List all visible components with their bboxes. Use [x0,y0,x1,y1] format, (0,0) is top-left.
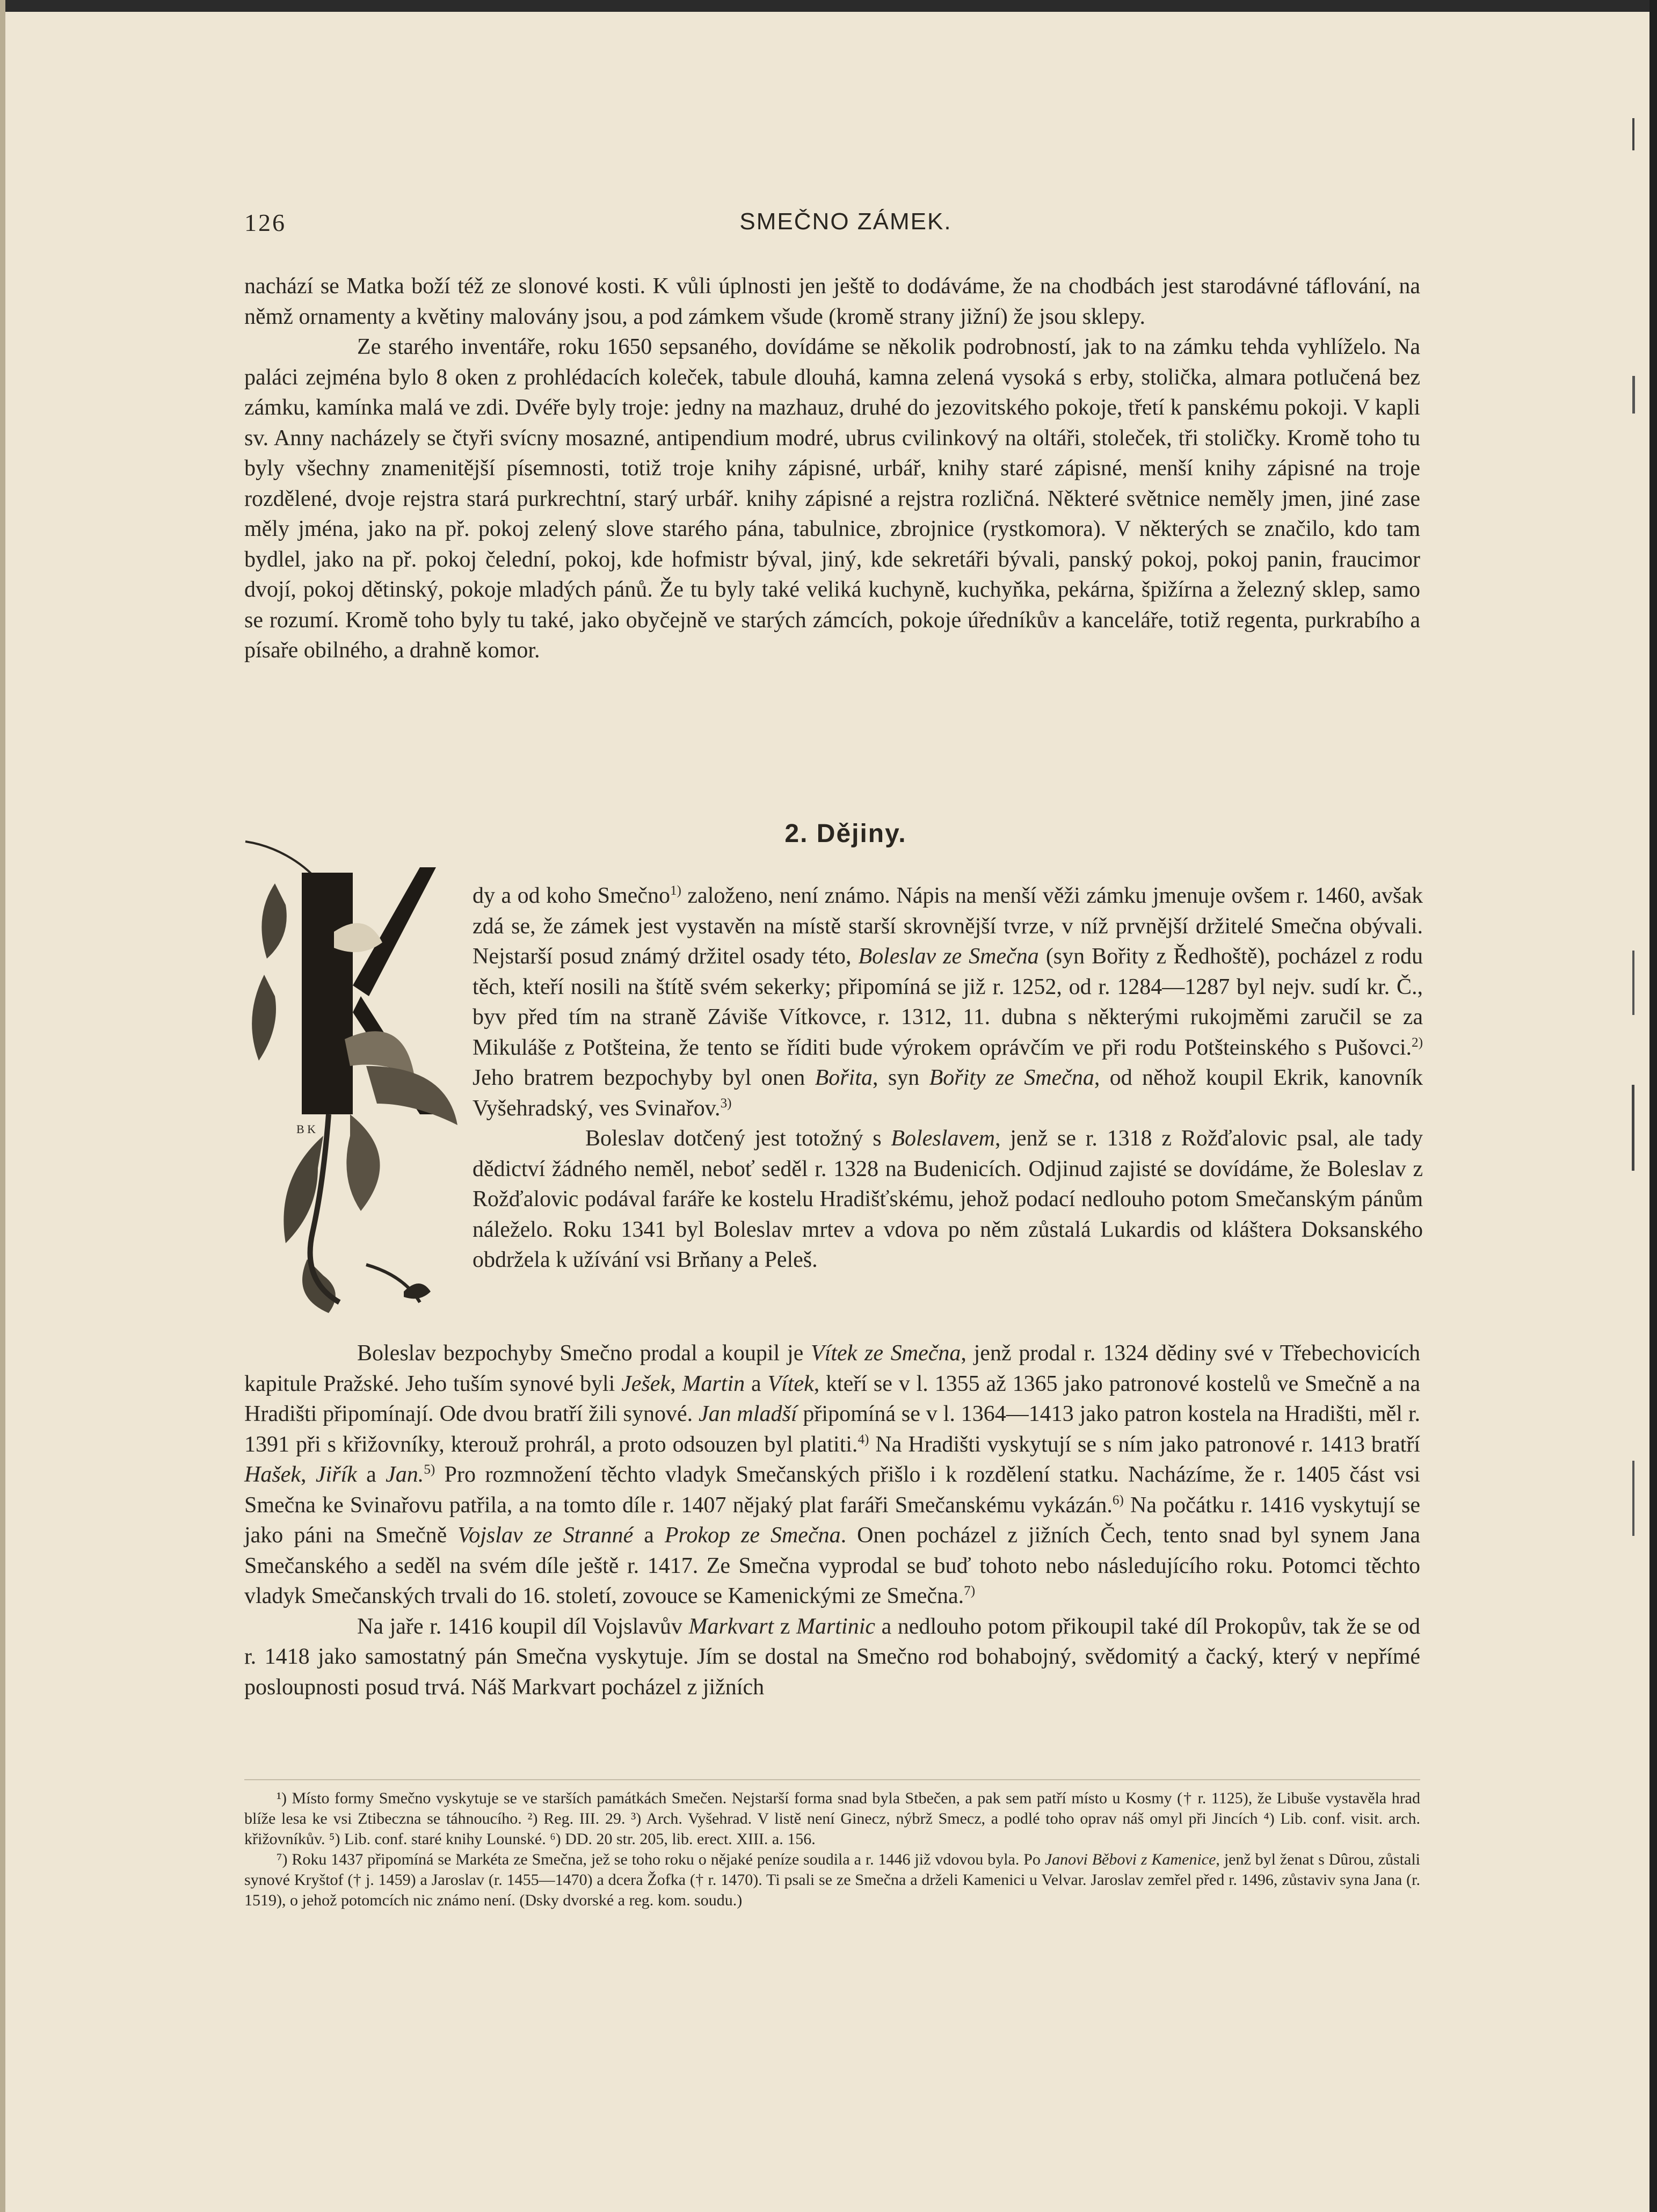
footnote-1-6: ¹) Místo formy Smečno vyskytuje se ve starších památkách Smečen. Nejstarší forma snad byla Stbečen, a pak sem patří místo u Kosmy († r. 1125), že Libuše vystavěla hrad blíže lesa ke vsi Ztibeczna se táhnoucího. ²) Reg. III. 29. ³) Arch. Vyšehrad. V listě není Ginecz, nýbrž Smecz, a podlé toho oprav náš omyl při Jincích ⁴) Lib. conf. visit. arch. křižovníkův. ⁵) Lib. conf. staré knihy Lounské. ⁶) DD. 20 str. 205, lib. erect. XIII. a. 156. [244,1789,1420,1848]
footnote-7: ⁷) Roku 1437 připomíná se Markéta ze Smečna, jež se toho roku o nějaké peníze soudila a r. 1446 již vdovou byla. Po Janovi Běbovi z Kamenice, jenž byl ženat s Dûrou, zůstali synové Kryštof († j. 1459) a Jaroslav (r. 1455—1470) a dcera Žofka († r. 1470). Ti psali se ze Smečna a drželi Kamenici u Velvar. Jaroslav zemřel před r. 1496, zůstaviv syna Jana (r. 1519), o jehož potomcích nic známo není. (Dsky dvorské a reg. kom. soudu.) [244,1851,1421,1909]
page-header [244,208,1447,241]
intro-paragraph-2: Ze starého inventáře, roku 1650 sepsaného, dovídáme se několik podrobností, jak to na zámku tehda vyhlíželo. Na paláci zejména bylo 8 oken z prohlédacích koleček, tabule dlouhá, kamna zelená vysoká s erby, stolička, almara potlučená bez zámku, kamínka malá ve zdi. Dvéře byly troje: jedny na mazhauz, druhé do jezovitského pokoje, třetí k panskému pokoji. V kapli sv. Anny nacházely se čtyři svícny mosazné, antipendium modré, ubrus cvilinkový na oltáři, stoleček, tři stoličky. Kromě toho tu byly všechny znamenitější písemnosti, totiž troje knihy zápisné, urbář, knihy staré zápisné, menší knihy zápisné na troje rozdělené, dvoje rejstra stará purkrechtní, starý urbář. knihy zápisné a rejstra rozličná. Některé světnice neměly jmen, jiné zase měly jména, jako na př. pokoj zelený slove starého pána, tabulnice, zbrojnice (rystkomora). V některých se značilo, kdo tam bydlel, jako na př. pokoj čelední, pokoj, kde hofmistr býval, jiný, kde sekretáři bývali, panský pokoj, pokoj panin, fraucimor dvojí, pokoj dětinský, pokoje mladých pánů. Že tu byly také veliká kuchyně, kuchyňka, pekárna, špižírna a železný sklep, samo se rozumí. Kromě toho byly tu také, jako obyčejně ve starých zámcích, pokoje úředníkův a kanceláře, totiž regenta, purkrabího a písaře obilného, a drahně komor. [244,335,1420,663]
intro-paragraph-1: nachází se Matka boží též ze slonové kosti. K vůli úplnosti jen ještě to dodáváme, že na chodbách jest starodávné táflování, na němž ornamenty a květiny malovány jsou, a pod zámkem všude (kromě strany jižní) že jsou sklepy. [244,274,1420,329]
footnote-ref: 1) [670,883,681,898]
initial-monogram: B K [296,1122,316,1136]
footnote-ref: 6) [1112,1492,1124,1507]
history-paragraph-4: Na jaře r. 1416 koupil díl Vojslavův Markvart z Martinic a nedlouho potom přikoupil také díl Prokopův, tak že se od r. 1418 jako samostatný pán Smečna vyskytuje. Jím se dostal na Smečno rod bohabojný, svědomitý a čacký, který v nepřímé posloupnosti posud trvá. Náš Markvart pocházel z jižních [244,1614,1420,1700]
footnote-ref: 7) [964,1584,976,1598]
decorated-initial [243,835,468,1318]
scan-top-edge [0,0,1657,12]
scan-right-edge [1649,0,1657,2212]
footnote-divider [244,1779,1420,1780]
section-heading: 2. Dějiny. [784,819,907,848]
footnote-ref: 5) [424,1462,435,1477]
footnote-ref: 4) [857,1432,869,1447]
ornament-initial-k-icon [243,835,468,1318]
history-paragraph-1: dy a od koho Smečno$^{1)}$ založeno, není známo. Nápis na menší věži zámku jmenuje ovšem r. 1460, avšak zdá se, že zámek jest vystavěn na místě starší skrovnější tvrze, v níž prvnější držitelé Smečna obývali. Nejstarší posud známý držitel osady této, Boleslav ze Smečna (syn Bořity z Ředhoště), pocházel z rodu těch, kteří nosili na štítě svém sekerky; připomíná se již r. 1252, od r. 1284—1287 byl nejv. sudí kr. Č., byv před tím na straně Záviše Vítkovce, r. 1312, 11. dubna s některými rukojměmi zaručil se za Mikuláše z Potšteina, že tento se říditi bude výrokem oprávčím ve při rodu Potšteinského s Pušovci.$^{2)}$ Jeho bratrem bezpochyby byl onen Bořita, syn Bořity ze Smečna, od něhož koupil Ekrik, kanovník Vyšehradský, ves Svinařov.$^{3)}$ [473,883,1423,1121]
footnotes [244,1788,1420,1911]
history-paragraph-3: Boleslav bezpochyby Smečno prodal a koupil je Vítek ze Smečna, jenž prodal r. 1324 dědiny své v Třebechovicích kapitule Pražské. Jeho tuším synové byli Ješek, Martin a Vítek, kteří se v l. 1355 až 1365 jako patronové kostelů ve Smečně a na Hradišti připomínají. Ode dvou bratří žili synové. Jan mladší připomíná se v l. 1364—1413 jako patron kostela na Hradišti, měl r. 1391 při s křižovníky, kterouž prohrál, a proto odsouzen byl platiti.$^{4)}$ Na Hradišti vyskytují se s ním jako patronové r. 1413 bratří Hašek, Jiřík a Jan.$^{5)}$ Pro rozmnožení těchto vladyk Smečanských přišlo i k rozdělení statku. Nacházíme, že r. 1405 část vsi Smečna ke Svinařovu patřila, a na tomto díle r. 1407 nějaký plat faráři Smečanskému vykázán.$^{6)}$ Na počátku r. 1416 vyskytují se jako páni na Smečně Vojslav ze Stranné a Prokop ze Smečna. Onen pocházel z jižních Čech, tento snad byl synem Jana Smečanského a seděl na svém díle ještě r. 1417. Ze Smečna vyprodal se buď tohoto nebo následujícího roku. Potomci těchto vladyk Smečanských trvali do 16. století, zovouce se Kamenickými ze Smečna.$^{7)}$ [244,1341,1421,1608]
footnote-ref: 2) [1412,1035,1423,1050]
history-paragraph-2: Boleslav dotčený jest totožný s Boleslavem, jenž se r. 1318 z Rožďalovic psal, ale tady dědictví žádného neměl, neboť seděl r. 1328 na Budenicích. Odjinud zajisté se dovídáme, že Boleslav z Rožďalovic podával faráře ke kostelu Hradišťskému, jehož podací nedlouho potom Smečanským pánům náleželo. Roku 1341 byl Boleslav mrtev a vdova po něm zůstalá Lukardis od kláštera Doksanského obdržela k užívání vsi Brňany a Peleš. [473,1126,1423,1272]
scan-left-edge [0,0,5,2212]
page-number: 126 [244,209,286,236]
running-title: SMEČNO ZÁMEK. [739,208,952,235]
intro-text [244,271,1420,666]
footnote-ref: 3) [720,1096,732,1111]
history-continuation [244,1338,1420,1702]
wrapped-history-text [473,881,1423,1275]
binding-marks [1626,118,1642,1729]
